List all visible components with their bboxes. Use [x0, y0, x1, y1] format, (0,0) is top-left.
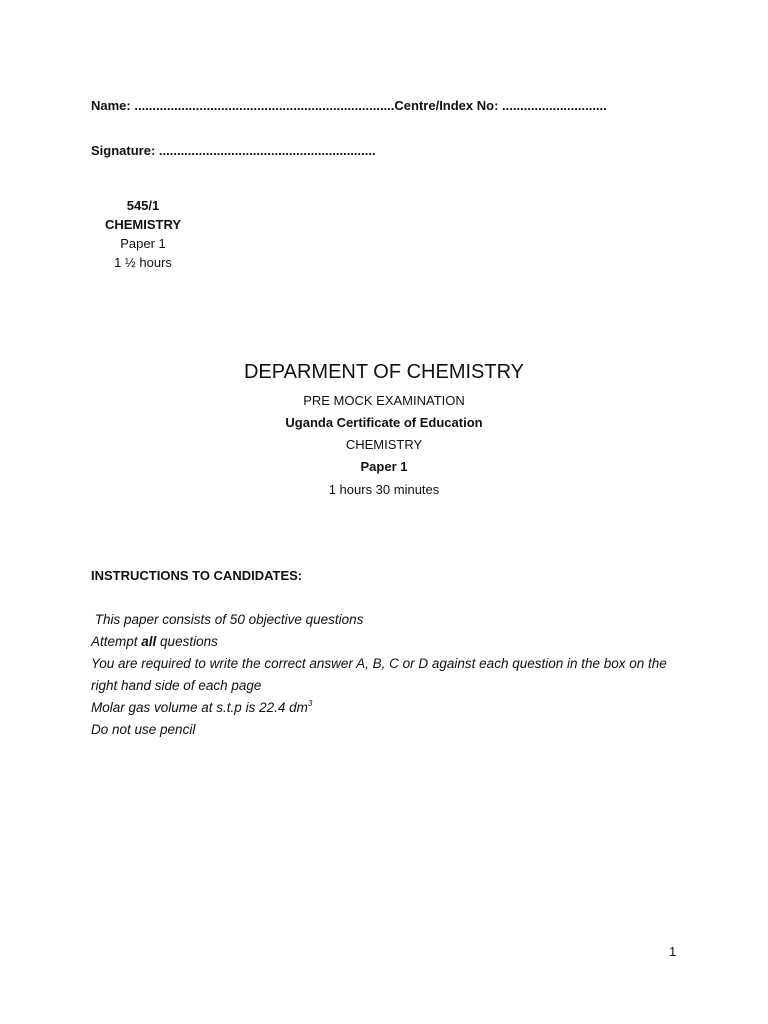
paper-title: Paper 1 [360, 459, 408, 474]
instruction-item: You are required to write the correct answer A, B, C or D against each question in the box on the right hand side of each page [91, 656, 667, 693]
exam-title: PRE MOCK EXAMINATION [303, 393, 465, 408]
page-number: 1 [669, 944, 677, 959]
name-centre-index-line: Name: ........................................................................Centre/Index No: ............................. [91, 98, 607, 113]
signature-line: Signature: ............................................................ [91, 143, 376, 158]
department-title: DEPARMENT OF CHEMISTRY [243, 361, 525, 383]
exam-duration: 1 hours 30 minutes [328, 482, 440, 497]
instructions-list [91, 609, 691, 741]
instruction-item [91, 631, 691, 653]
instruction-text: Molar gas volume at s.t.p is 22.4 dm [91, 700, 308, 715]
instruction-text: questions [156, 634, 218, 649]
instruction-item [91, 697, 691, 719]
paper-code-block [93, 196, 193, 272]
instruction-emphasis: all [141, 634, 157, 649]
certificate-title: Uganda Certificate of Education [285, 415, 483, 430]
instruction-text: Attempt [91, 634, 142, 649]
paper-subject: CHEMISTRY [104, 217, 182, 232]
paper-duration: 1 ½ hours [114, 255, 172, 270]
instructions-heading: INSTRUCTIONS TO CANDIDATES: [91, 568, 303, 583]
instruction-item: This paper consists of 50 objective questions [91, 612, 364, 627]
subject-title: CHEMISTRY [345, 437, 423, 452]
paper-number: Paper 1 [120, 236, 166, 251]
paper-code: 545/1 [126, 198, 160, 213]
superscript: 3 [307, 699, 313, 708]
instruction-item: Do not use pencil [91, 722, 196, 737]
